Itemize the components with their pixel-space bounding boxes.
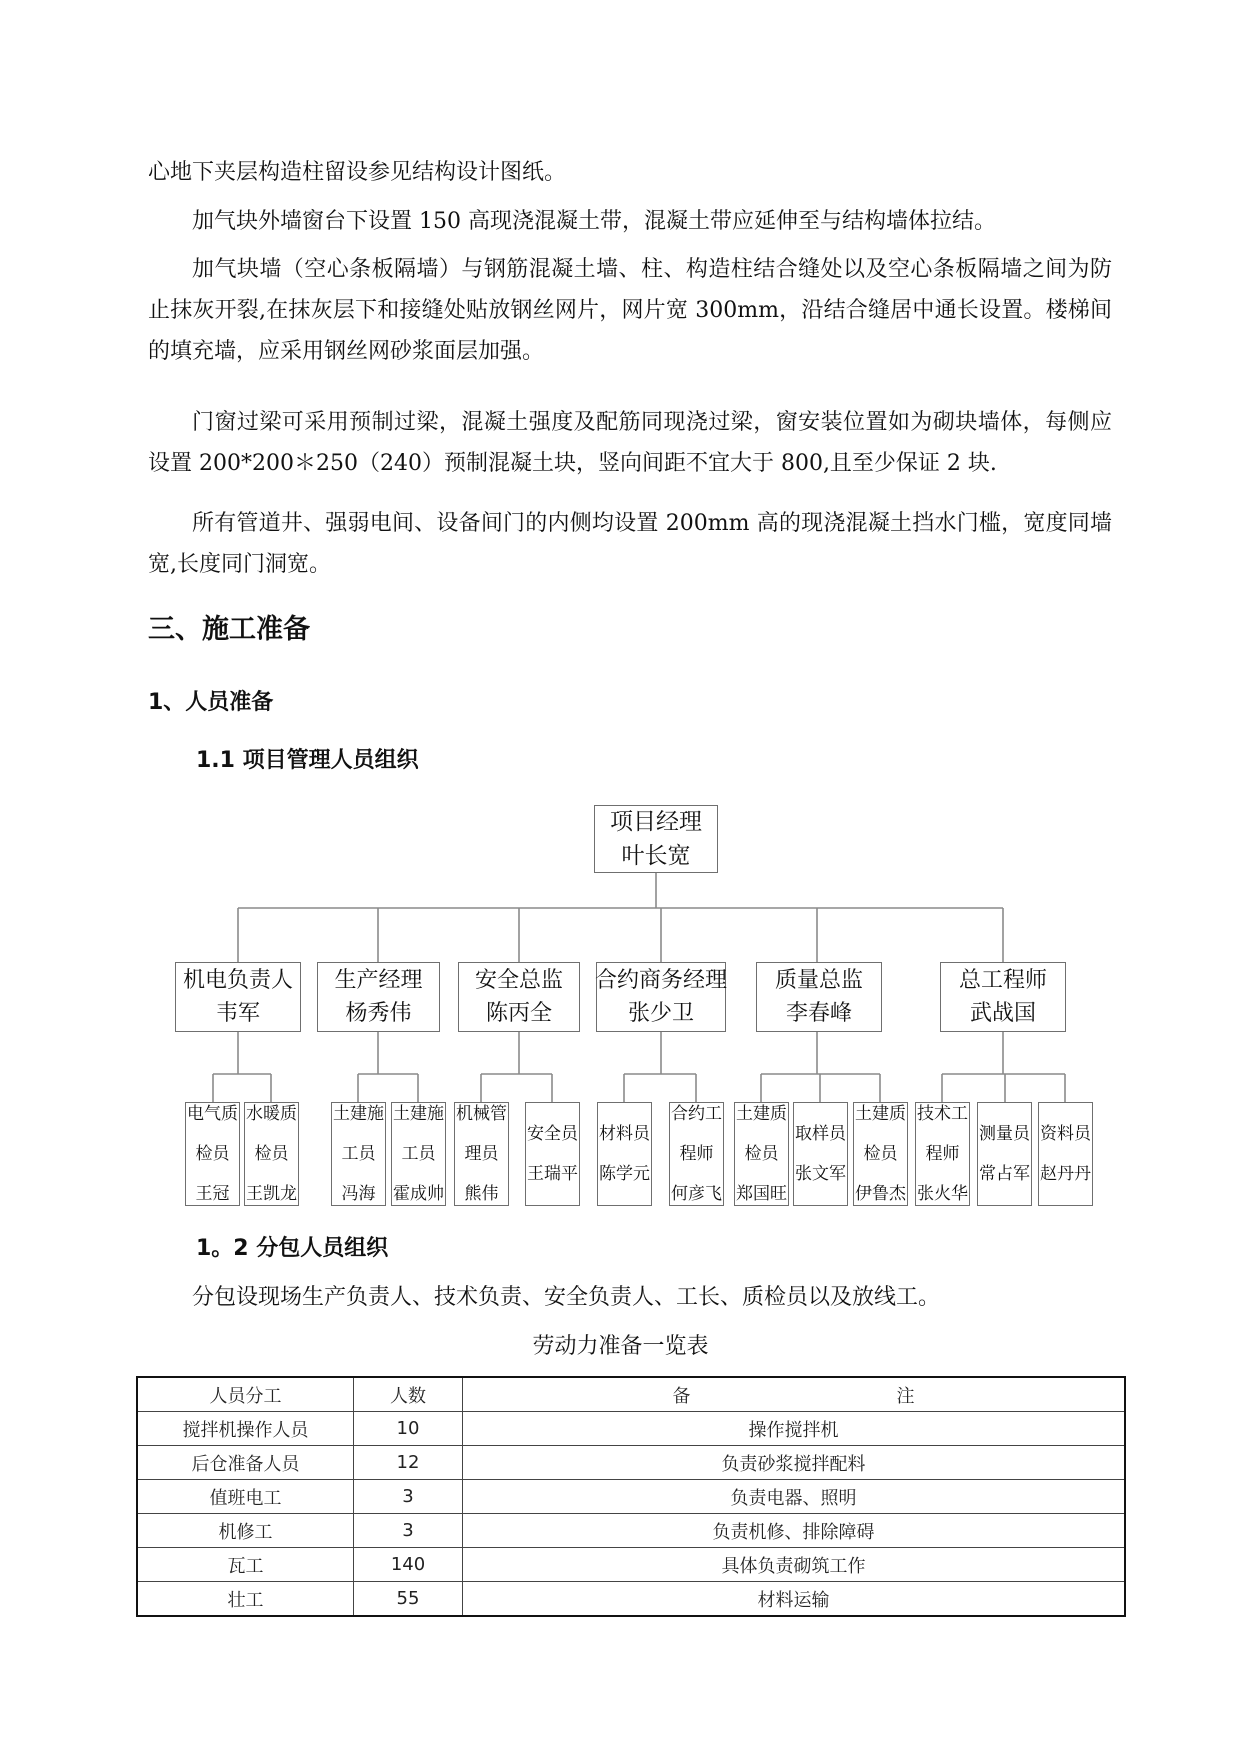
org-staff-line: 伊鲁杰: [855, 1184, 906, 1204]
org-staff-civil-inspector-2: [853, 1102, 908, 1206]
org-staff-line: 张火华: [917, 1184, 968, 1204]
paragraph-threshold: 所有管道井、强弱电间、设备间门的内侧均设置 200mm 高的现浇混凝土挡水门槛，宽度同墙宽,长度同门洞宽。: [148, 511, 1112, 577]
table-caption: 劳动力准备一览表: [532, 1334, 709, 1359]
org-staff-line: 程师: [679, 1144, 714, 1164]
org-staff-line: 土建施: [333, 1104, 384, 1124]
table-cell-role: 搅拌机操作人员: [137, 1412, 354, 1446]
org-staff-construction-worker-1: [331, 1102, 386, 1206]
org-staff-line: 土建施: [393, 1104, 444, 1124]
table-cell-count: 140: [354, 1548, 463, 1582]
table-cell-count: 55: [354, 1582, 463, 1617]
paragraph-lintel: 门窗过梁可采用预制过梁，混凝土强度及配筋同现浇过梁，窗安装位置如为砌块墙体，每侧应设置 200*200＊250（240）预制混凝土块，竖向间距不宜大于 800,且至少保证 2 块.: [148, 410, 1112, 476]
subsection-management-org: 1.1 项目管理人员组织: [196, 748, 419, 773]
org-staff-technical-engineer: [915, 1102, 970, 1206]
org-staff-line: 土建质: [736, 1104, 787, 1124]
section-title: 三、施工准备: [148, 614, 310, 645]
header-cell-count: 人数: [354, 1377, 463, 1412]
table-row: [137, 1446, 1125, 1480]
org-node-person: 叶长宽: [621, 843, 691, 869]
org-staff-line: 何彦飞: [671, 1184, 722, 1204]
org-staff-sampler: [793, 1102, 848, 1206]
org-staff-line: 机械管: [456, 1104, 507, 1124]
org-staff-surveyor: [977, 1102, 1032, 1206]
org-node-person: 陈丙全: [485, 1001, 552, 1026]
org-staff-line: 电气质: [187, 1104, 238, 1124]
org-staff-line: 材料员: [599, 1124, 650, 1144]
paragraph-continuation: 心地下夹层构造柱留设参见结构设计图纸。: [148, 160, 567, 185]
table-cell-count: 3: [354, 1514, 463, 1548]
table-row: [137, 1412, 1125, 1446]
org-staff-line: 检员: [863, 1144, 898, 1164]
org-node-mep-lead: [175, 962, 301, 1032]
org-staff-machinery-manager: [454, 1102, 509, 1206]
table-header-row: [137, 1377, 1125, 1412]
org-node-role: 总工程师: [958, 968, 1047, 993]
org-staff-materials-officer: [597, 1102, 652, 1206]
header-notes-part-1: 备: [672, 1385, 691, 1407]
table-cell-role: 值班电工: [137, 1480, 354, 1514]
org-node-project-manager: [594, 805, 718, 873]
org-staff-line: 程师: [925, 1144, 960, 1164]
table-cell-notes: 具体负责砌筑工作: [463, 1548, 1126, 1582]
org-staff-electrical-inspector: [185, 1102, 240, 1206]
org-staff-hvac-inspector: [244, 1102, 299, 1206]
org-staff-line: 陈学元: [599, 1164, 650, 1184]
org-staff-line: 王瑞平: [527, 1164, 578, 1184]
org-node-chief-engineer: [940, 962, 1066, 1032]
org-staff-line: 工员: [401, 1144, 436, 1164]
table-cell-count: 12: [354, 1446, 463, 1480]
org-node-person: 韦军: [215, 1001, 260, 1026]
table-cell-count: 3: [354, 1480, 463, 1514]
org-staff-line: 郑国旺: [736, 1184, 787, 1204]
org-node-role: 质量总监: [774, 968, 863, 993]
header-notes-part-2: 注: [896, 1385, 915, 1407]
org-node-role: 安全总监: [474, 968, 563, 993]
org-node-person: 张少卫: [627, 1001, 694, 1026]
org-staff-safety-officer: [525, 1102, 580, 1206]
org-staff-line: 水暖质: [246, 1104, 297, 1124]
subsection-personnel: 1、人员准备: [148, 690, 274, 715]
org-staff-line: 工员: [341, 1144, 376, 1164]
org-staff-line: 王凯龙: [246, 1184, 297, 1204]
paragraph-window-sill-band: 加气块外墙窗台下设置 150 高现浇混凝土带，混凝土带应延伸至与结构墙体拉结。: [192, 209, 996, 234]
org-node-person: 武战国: [969, 1001, 1036, 1026]
table-cell-notes: 负责机修、排除障碍: [463, 1514, 1126, 1548]
org-node-quality-director: [756, 962, 882, 1032]
org-node-person: 杨秀伟: [345, 1001, 412, 1026]
org-node-person: 李春峰: [785, 1001, 852, 1026]
table-cell-count: 10: [354, 1412, 463, 1446]
subsection-subcontract-org: 1。2 分包人员组织: [196, 1236, 389, 1261]
org-node-role: 项目经理: [610, 809, 702, 835]
org-node-contracts-manager: [596, 962, 726, 1032]
org-staff-contract-engineer: [669, 1102, 724, 1206]
org-staff-line: 熊伟: [464, 1184, 499, 1204]
org-staff-line: 合约工: [671, 1104, 722, 1124]
table-cell-role: 壮工: [137, 1582, 354, 1617]
table-cell-role: 后仓准备人员: [137, 1446, 354, 1480]
org-staff-line: 张文军: [795, 1164, 846, 1184]
table-row: [137, 1480, 1125, 1514]
table-cell-notes: 材料运输: [463, 1582, 1126, 1617]
org-staff-construction-worker-2: [391, 1102, 446, 1206]
org-node-production-manager: [317, 962, 440, 1032]
org-staff-line: 霍成帅: [393, 1184, 444, 1204]
header-cell-notes: [463, 1377, 1126, 1412]
table-row: [137, 1514, 1125, 1548]
org-staff-line: 安全员: [527, 1124, 578, 1144]
paragraph-wire-mesh: 加气块墙（空心条板隔墙）与钢筋混凝土墙、柱、构造柱结合缝处以及空心条板隔墙之间为防止抹灰开裂,在抹灰层下和接缝处贴放钢丝网片，网片宽 300mm，沿结合缝居中通长设置。楼梯间的填充墙，应采用钢丝网砂浆面层加强。: [148, 257, 1113, 364]
table-row: [137, 1548, 1125, 1582]
org-staff-line: 理员: [464, 1144, 499, 1164]
labor-table: [136, 1376, 1126, 1617]
org-staff-line: 常占军: [979, 1164, 1030, 1184]
org-staff-line: 冯海: [341, 1184, 376, 1204]
org-staff-line: 王冠: [195, 1184, 230, 1204]
org-staff-line: 技术工: [917, 1104, 968, 1124]
table-cell-notes: 负责砂浆搅拌配料: [463, 1446, 1126, 1480]
org-staff-line: 取样员: [795, 1124, 846, 1144]
org-staff-line: 检员: [254, 1144, 289, 1164]
header-cell-role: 人员分工: [137, 1377, 354, 1412]
org-staff-line: 资料员: [1040, 1124, 1091, 1144]
table-cell-role: 机修工: [137, 1514, 354, 1548]
org-staff-line: 测量员: [979, 1124, 1030, 1144]
org-staff-line: 土建质: [855, 1104, 906, 1124]
org-node-safety-director: [458, 962, 580, 1032]
table-cell-role: 瓦工: [137, 1548, 354, 1582]
org-staff-document-controller: [1038, 1102, 1093, 1206]
org-node-role: 合约商务经理: [595, 968, 728, 993]
table-cell-notes: 操作搅拌机: [463, 1412, 1126, 1446]
table-cell-notes: 负责电器、照明: [463, 1480, 1126, 1514]
org-staff-line: 检员: [195, 1144, 230, 1164]
org-staff-line: 赵丹丹: [1040, 1164, 1091, 1184]
org-staff-civil-inspector-1: [734, 1102, 789, 1206]
org-staff-line: 检员: [744, 1144, 779, 1164]
paragraph-subcontract: 分包设现场生产负责人、技术负责、安全负责人、工长、质检员以及放线工。: [192, 1285, 941, 1310]
org-node-role: 生产经理: [334, 968, 423, 993]
org-node-role: 机电负责人: [182, 968, 293, 993]
table-row: [137, 1582, 1125, 1617]
